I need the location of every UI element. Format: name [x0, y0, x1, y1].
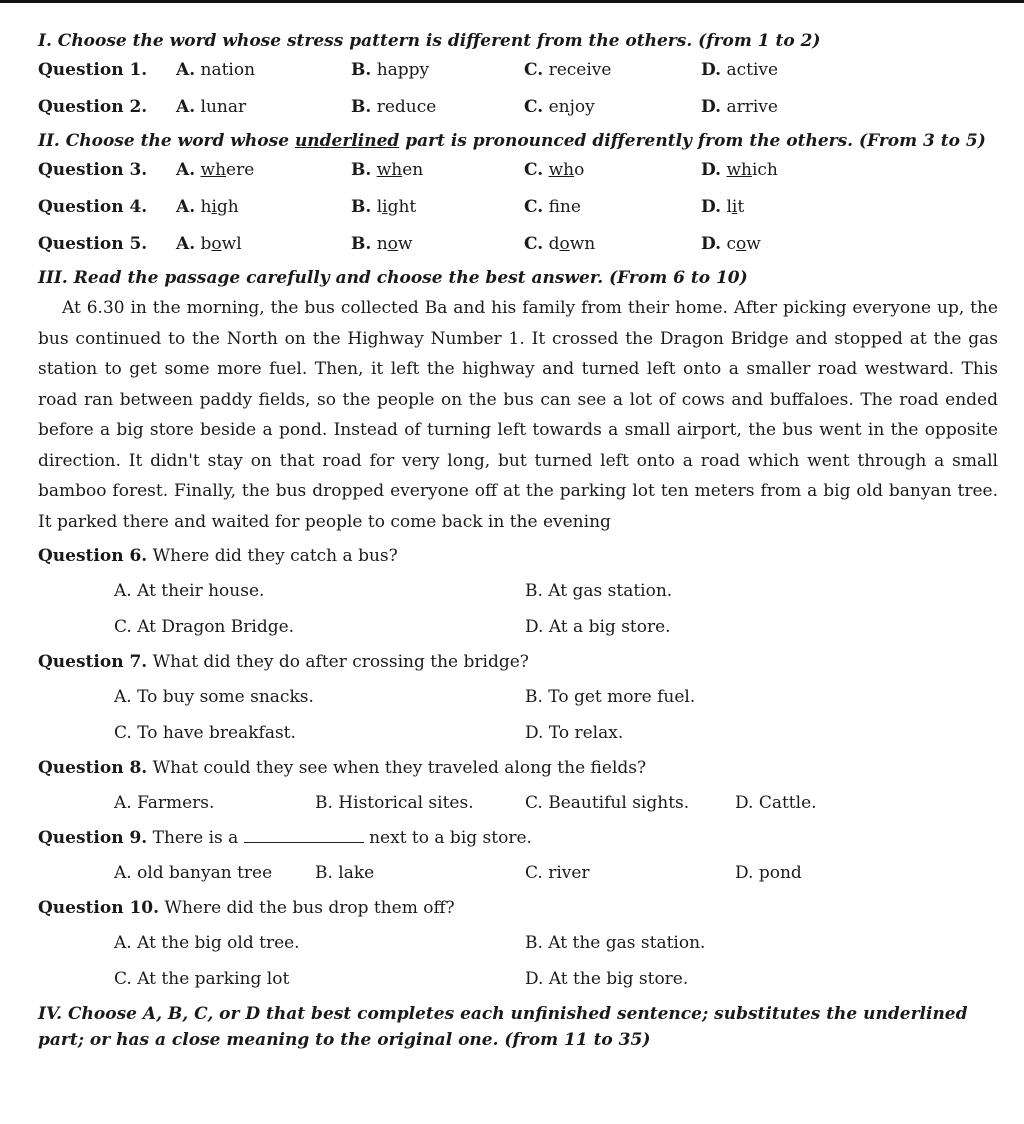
option-c: C. who — [524, 160, 585, 180]
question-6: Question 6. Where did they catch a bus? — [38, 546, 398, 566]
question-8: Question 8. What could they see when they traveled along the fields? — [38, 758, 647, 778]
reading-passage: At 6.30 in the morning, the bus collected Ba and his family from their home. After picking everyone up, the bus continued to the North on the Highway Number 1. It crossed the Dragon Bridge and stopped at the gas station to get some more fuel. Then, it left the highway and turned left onto a smaller road westward. This road ran between paddy fields, so the people on the bus can see a lot of cows and buffaloes. The road ended before a big store beside a pond. Instead of turning left towards a small airport, the bus went in the opposite direction. It didn't stay on that road for very long, but turned left onto a road which went through a small bamboo forest. Finally, the bus dropped everyone off at the parking lot ten meters from a big old banyan tree. It parked there and waited for people to come back in the evening — [38, 298, 998, 532]
option-c: C. down — [524, 234, 596, 254]
question-7-options-row1 — [38, 679, 998, 715]
section-1-heading: I. Choose the word whose stress pattern is different from the others. (from 1 to 2) — [38, 31, 821, 51]
question-10-options-row1 — [38, 925, 998, 961]
option-d: D. pond — [735, 863, 802, 883]
top-border — [0, 0, 1024, 3]
option-d: D. lit — [701, 197, 745, 217]
option-b: B. At the gas station. — [525, 933, 706, 953]
question-9: Question 9. There is a next to a big store. — [38, 828, 532, 848]
option-b: B. At gas station. — [525, 581, 673, 601]
option-c: C. To have breakfast. — [114, 723, 296, 743]
cut-off-text-line — [38, 1118, 318, 1124]
option-d: D. To relax. — [525, 723, 624, 743]
option-a: A. At their house. — [114, 581, 265, 601]
option-a: A. where — [176, 160, 255, 180]
option-d: D. Cattle. — [735, 793, 817, 813]
question-label: Question 2. — [38, 97, 148, 117]
option-b: B. Historical sites. — [315, 793, 474, 813]
question-6-options-row1 — [38, 573, 998, 609]
question-label: Question 3. — [38, 160, 148, 180]
section-4-heading: IV. Choose A, B, C, or D that best completes each unfinished sentence; substitutes the underlined part; or has a close meaning to the original one. (from 11 to 35) — [38, 1004, 968, 1050]
option-d: D. At a big store. — [525, 617, 671, 637]
option-a: A. nation — [176, 60, 256, 80]
option-c: C. fne — [524, 197, 581, 217]
question-label: Question 5. — [38, 234, 148, 254]
option-a: A. lunar — [176, 97, 247, 117]
option-a: A. To buy some snacks. — [114, 687, 314, 707]
option-d: D. cow — [701, 234, 761, 254]
option-c: C. river — [525, 863, 590, 883]
option-d: D. which — [701, 160, 778, 180]
question-10: Question 10. Where did the bus drop them off? — [38, 898, 455, 918]
option-a: A. Farmers. — [114, 793, 215, 813]
option-b: B. reduce — [351, 97, 437, 117]
option-c: C. receive — [524, 60, 612, 80]
option-b: B. when — [351, 160, 424, 180]
option-c: C. At the parking lot — [114, 969, 290, 989]
section-3-heading: III. Read the passage carefully and choose the best answer. (From 6 to 10) — [38, 268, 748, 288]
answer-blank — [244, 828, 364, 843]
option-c: C. enjoy — [524, 97, 595, 117]
question-label: Question 4. — [38, 197, 148, 217]
question-4 — [38, 189, 998, 226]
option-b: B. light — [351, 197, 417, 217]
question-6-options-row2 — [38, 609, 998, 645]
question-2 — [38, 89, 998, 126]
option-a: A. old banyan tree — [114, 863, 273, 883]
option-b: B. now — [351, 234, 413, 254]
section-2-heading: II. Choose the word whose underlined part is pronounced differently from the others. (From 3 to 5) — [38, 131, 986, 151]
question-8-options — [38, 785, 998, 821]
option-a: A. At the big old tree. — [114, 933, 300, 953]
question-5 — [38, 226, 998, 263]
option-d: D. active — [701, 60, 779, 80]
option-a: A. high — [176, 197, 239, 217]
option-c: C. At Dragon Bridge. — [114, 617, 295, 637]
question-7: Question 7. What did they do after crossing the bridge? — [38, 652, 529, 672]
option-b: B. happy — [351, 60, 430, 80]
option-b: B. To get more fuel. — [525, 687, 696, 707]
question-3 — [38, 152, 998, 189]
option-a: A. bowl — [176, 234, 242, 254]
question-1 — [38, 52, 998, 89]
option-b: B. lake — [315, 863, 375, 883]
question-label: Question 1. — [38, 60, 148, 80]
option-d: D. arrive — [701, 97, 778, 117]
option-c: C. Beautiful sights. — [525, 793, 690, 813]
worksheet — [38, 30, 998, 1053]
question-7-options-row2 — [38, 715, 998, 751]
question-10-options-row2 — [38, 961, 998, 997]
question-9-options — [38, 855, 998, 891]
option-d: D. At the big store. — [525, 969, 689, 989]
